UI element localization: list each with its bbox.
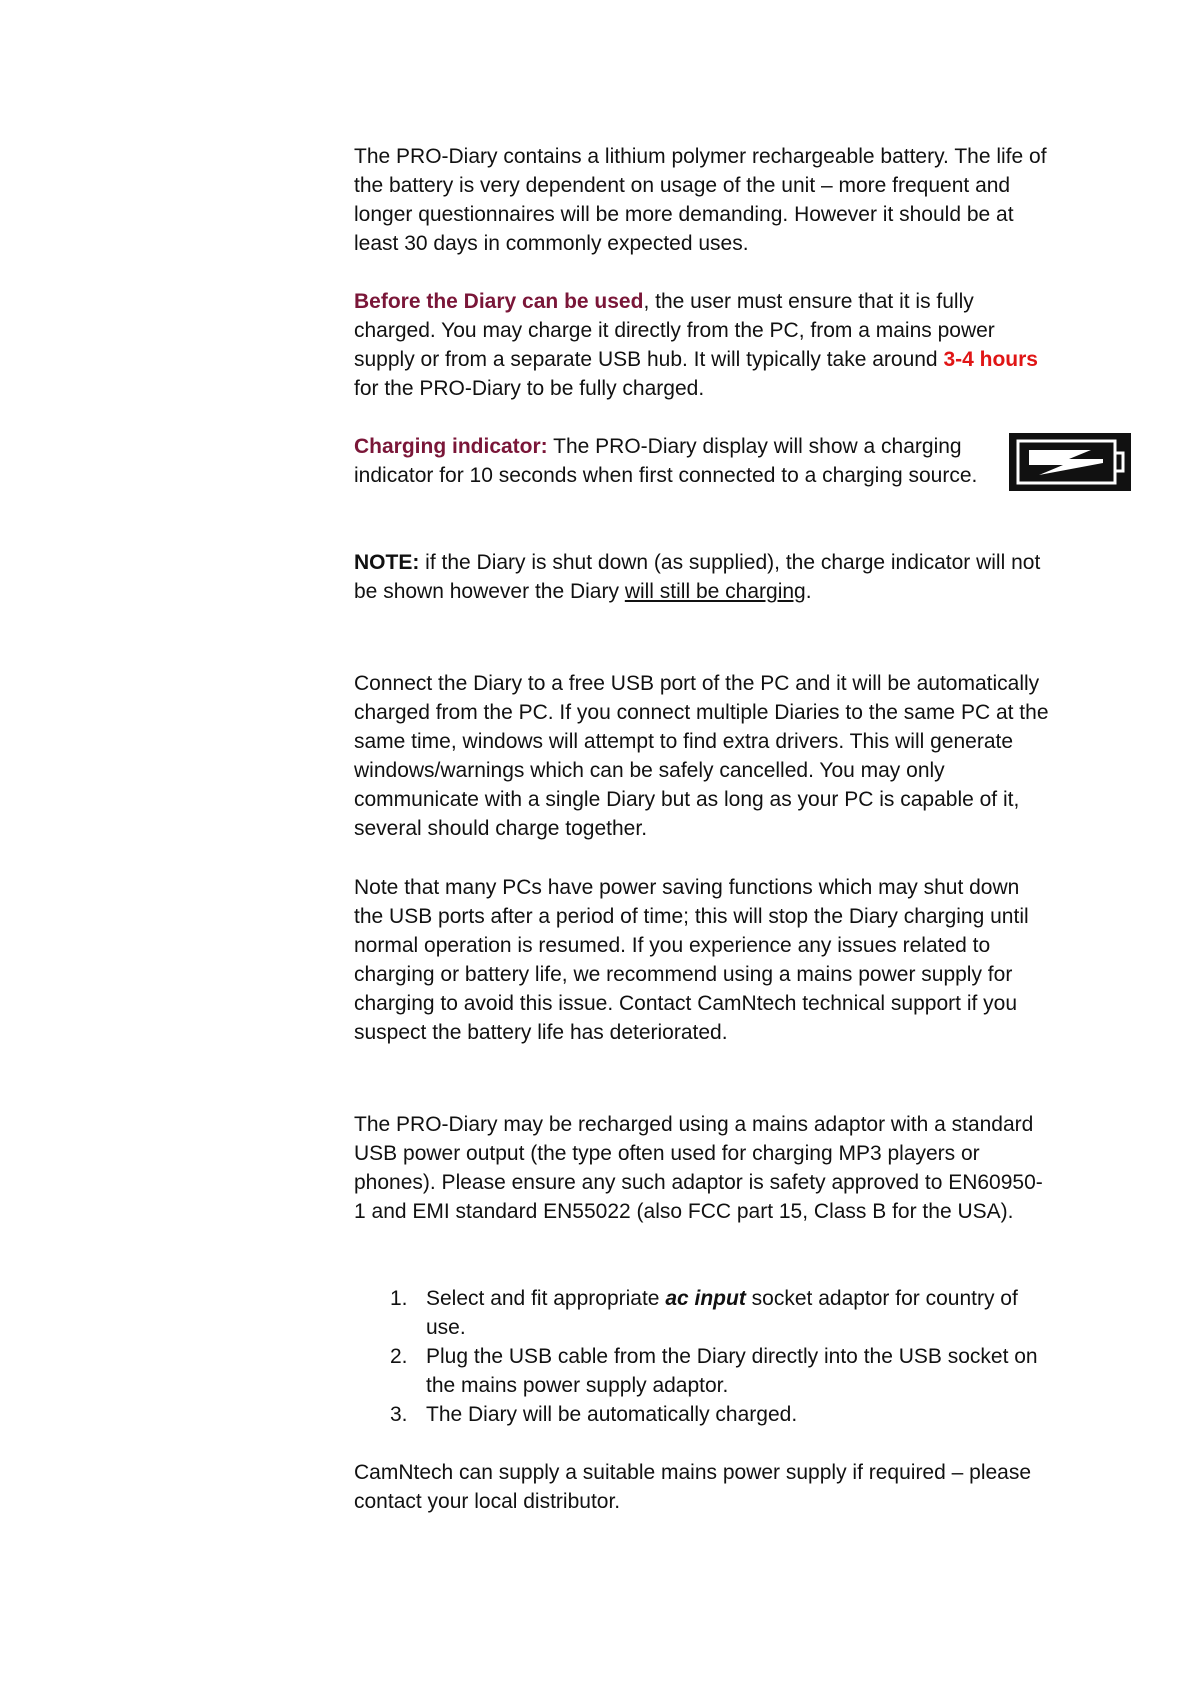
charge-time-highlight: 3-4 hours: [943, 348, 1038, 371]
step-number: 1.: [390, 1287, 408, 1310]
before-use-text-1: , the user must ensure that it is fully charged. You may charge it directly from the PC, from a mains power supply or from a separate USB hub. It will typically take around: [354, 290, 995, 371]
power-saving-text: Note that many PCs have power saving functions which may shut down the USB ports after a period of time; this will stop the Diary charging until normal operation is resumed. If you experience any issues related to charging or battery life, we recommend using a mains power supply for charging to avoid this issue. Contact CamNtech technical support if you suspect the battery life has deteriorated.: [354, 876, 1029, 1044]
note-underlined-text: will still be charging: [624, 580, 806, 603]
step-text-1: Plug the USB cable from the Diary directly into the USB socket on the mains power supply adaptor.: [426, 1345, 1038, 1397]
step-number: 2.: [390, 1345, 408, 1368]
charging-indicator-paragraph: [354, 432, 994, 490]
battery-intro-paragraph: [354, 142, 1054, 258]
step-text-1: The Diary will be automatically charged.: [426, 1403, 798, 1426]
battery-charging-icon: [1009, 433, 1131, 491]
usb-charging-paragraph: [354, 669, 1054, 843]
supply-text: CamNtech can supply a suitable mains power supply if required – please contact your local distributor.: [354, 1461, 1032, 1513]
battery-intro-text: The PRO-Diary contains a lithium polymer rechargeable battery. The life of the battery is very dependent on usage of the unit – more frequent and longer questionnaires will be more demanding. However it should be at least 30 days in commonly expected uses.: [354, 145, 1047, 255]
mains-adaptor-paragraph: [354, 1110, 1054, 1226]
before-use-lead: Before the Diary can be used: [354, 290, 644, 313]
list-item: [354, 1342, 1054, 1400]
battery-charging-icon-graphic: [1009, 433, 1131, 491]
step-number: 3.: [390, 1403, 408, 1426]
list-item: [354, 1400, 1054, 1429]
supply-paragraph: [354, 1458, 1054, 1516]
note-text-1: if the Diary is shut down (as supplied), the charge indicator will not be shown however the Diary: [354, 551, 1041, 603]
step-text-2: socket adaptor for country of use.: [426, 1287, 1018, 1339]
charging-indicator-text: The PRO-Diary display will show a charging indicator for 10 seconds when first connected to a charging source.: [354, 435, 978, 487]
charging-indicator-lead: Charging indicator:: [354, 435, 548, 458]
mains-adaptor-text: The PRO-Diary may be recharged using a mains adaptor with a standard USB power output (the type often used for charging MP3 players or phones). Please ensure any such adaptor is safety approved to EN60950-1 and EMI standard EN55022 (also FCC part 15, Class B for the USA).: [354, 1113, 1043, 1223]
before-use-paragraph: [354, 287, 1054, 403]
note-paragraph: [354, 548, 1054, 606]
note-lead: NOTE:: [354, 551, 420, 574]
note-text-2: .: [805, 580, 812, 603]
step-emphasis: ac input: [665, 1287, 746, 1310]
mains-steps-list: [354, 1284, 1054, 1429]
list-item: [354, 1284, 1054, 1342]
step-text-1: Select and fit appropriate: [426, 1287, 666, 1310]
before-use-text-2: for the PRO-Diary to be fully charged.: [354, 377, 705, 400]
power-saving-paragraph: [354, 873, 1054, 1047]
usb-charging-text: Connect the Diary to a free USB port of the PC and it will be automatically charged from the PC. If you connect multiple Diaries to the same PC at the same time, windows will attempt to find extra drivers. This will generate windows/warnings which can be safely cancelled. You may only communicate with a single Diary but as long as your PC is capable of it, several should charge together.: [354, 672, 1049, 840]
